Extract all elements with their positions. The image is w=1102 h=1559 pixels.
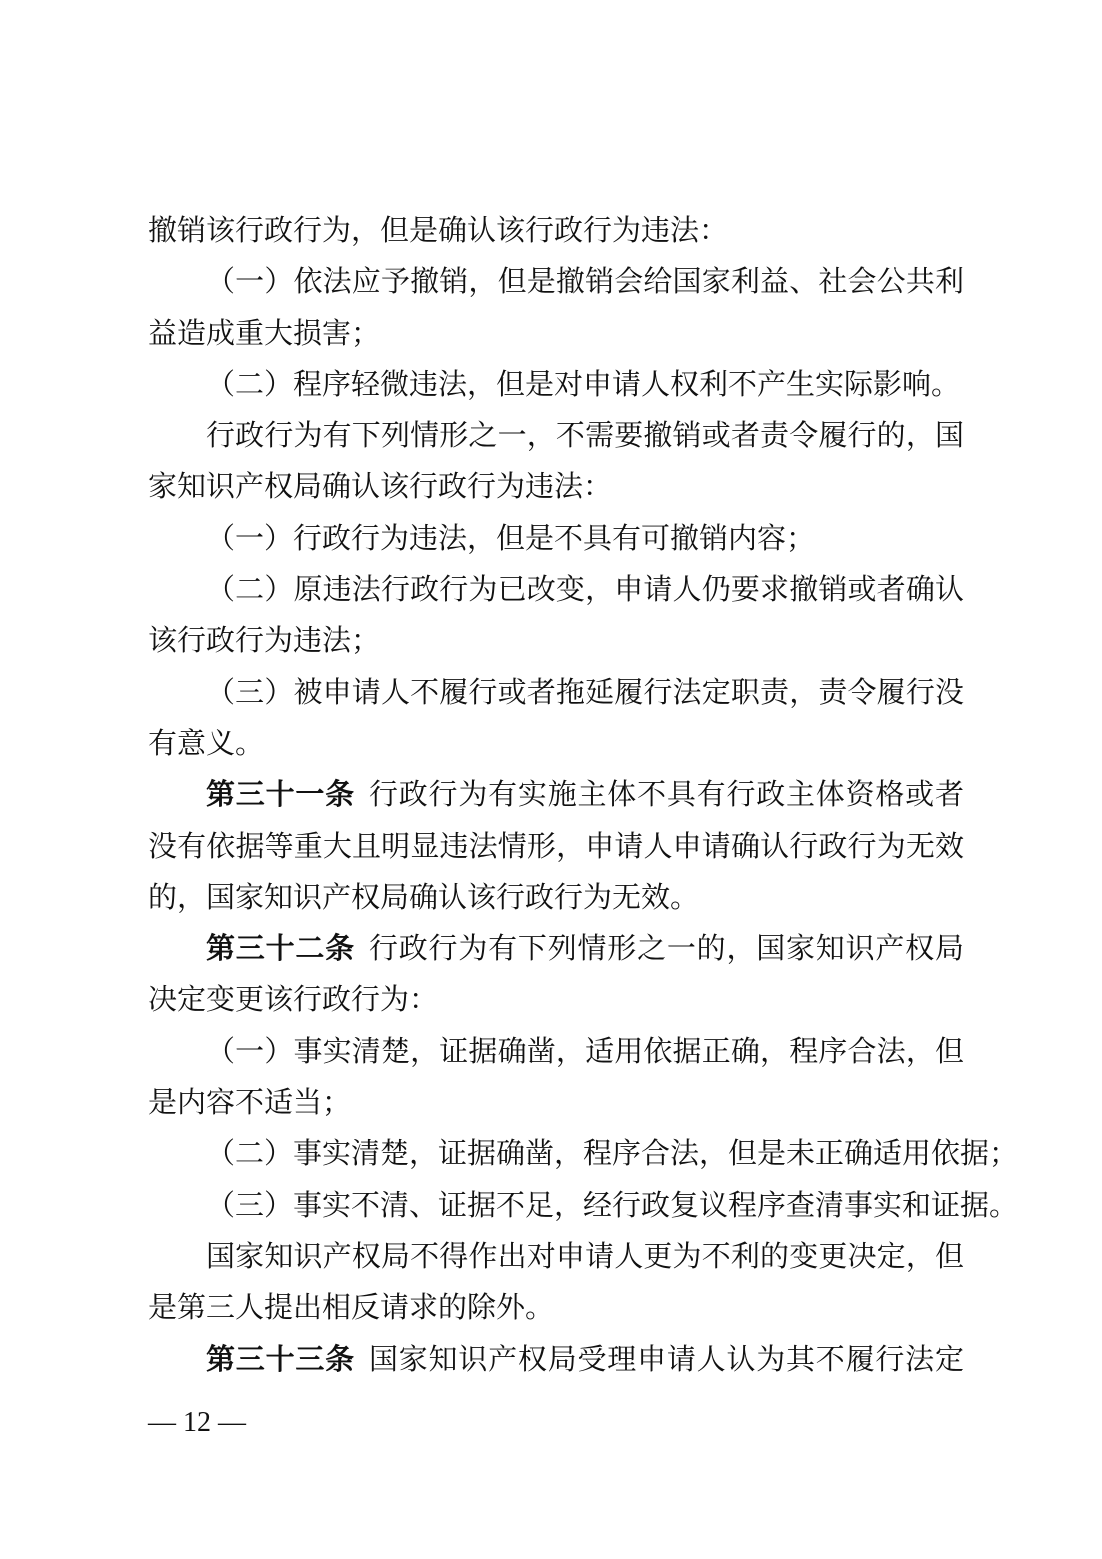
- line-text: 行政行为有下列情形之一的，国家知识产权局: [368, 931, 964, 966]
- line-text: 家知识产权局确认该行政行为违法：: [148, 469, 613, 504]
- text-line: [148, 667, 964, 718]
- text-line: [148, 1026, 964, 1077]
- line-text: （二）程序轻微违法，但是对申请人权利不产生实际影响。: [206, 366, 961, 401]
- text-line: [148, 923, 964, 974]
- line-text: （一）行政行为违法，但是不具有可撤销内容；: [206, 520, 816, 555]
- line-text: 行政行为有下列情形之一，不需要撤销或者责令履行的，国: [206, 418, 964, 453]
- text-line: [148, 410, 964, 461]
- line-text: （三）事实不清、证据不足，经行政复议程序查清事实和证据。: [206, 1187, 1019, 1222]
- article-number: 第三十一条: [206, 777, 355, 812]
- text-line: [148, 974, 964, 1025]
- text-line: [148, 769, 964, 820]
- line-text: （二）原违法行政行为已改变，申请人仍要求撤销或者确认: [206, 572, 964, 607]
- line-text: 撤销该行政行为，但是确认该行政行为违法：: [148, 213, 729, 247]
- document-body: [148, 205, 1019, 1385]
- line-text: 是内容不适当；: [148, 1085, 352, 1120]
- line-text: 该行政行为违法；: [148, 623, 381, 658]
- text-line: [148, 308, 964, 359]
- line-text: 行政行为有实施主体不具有行政主体资格或者: [368, 777, 964, 812]
- article-number: 第三十三条: [206, 1341, 355, 1376]
- line-text: 国家知识产权局不得作出对申请人更为不利的变更决定，但: [206, 1238, 964, 1273]
- line-text: 国家知识产权局受理申请人认为其不履行法定: [368, 1341, 964, 1376]
- text-line: [148, 205, 964, 256]
- line-text: （三）被申请人不履行或者拖延履行法定职责，责令履行没: [206, 674, 964, 709]
- article-number: 第三十二条: [206, 931, 355, 966]
- text-line: [148, 513, 964, 564]
- line-text: 有意义。: [148, 725, 265, 760]
- text-line: [148, 718, 964, 769]
- text-line: [148, 1282, 964, 1333]
- text-line: [148, 564, 964, 615]
- line-text: 益造成重大损害；: [148, 315, 381, 350]
- text-line: [148, 1077, 964, 1128]
- text-line: [148, 1180, 1019, 1231]
- page-number: — 12 —: [148, 1407, 246, 1438]
- text-line: [148, 256, 964, 307]
- line-text: 的，国家知识产权局确认该行政行为无效。: [148, 879, 700, 914]
- line-text: 决定变更该行政行为：: [148, 982, 439, 1017]
- text-line: [148, 359, 964, 410]
- text-line: [148, 821, 964, 872]
- text-line: [148, 615, 964, 666]
- line-text: 是第三人提出相反请求的除外。: [148, 1290, 555, 1325]
- line-text: 没有依据等重大且明显违法情形，申请人申请确认行政行为无效: [148, 828, 964, 863]
- text-line: [148, 872, 964, 923]
- line-text: （一）依法应予撤销，但是撤销会给国家利益、社会公共利: [206, 264, 964, 299]
- line-text: （一）事实清楚，证据确凿，适用依据正确，程序合法，但: [206, 1033, 964, 1068]
- text-line: [148, 1334, 964, 1385]
- text-line: [148, 1128, 1019, 1179]
- text-line: [148, 1231, 964, 1282]
- text-line: [148, 461, 964, 512]
- line-text: （二）事实清楚，证据确凿，程序合法，但是未正确适用依据；: [206, 1136, 1019, 1171]
